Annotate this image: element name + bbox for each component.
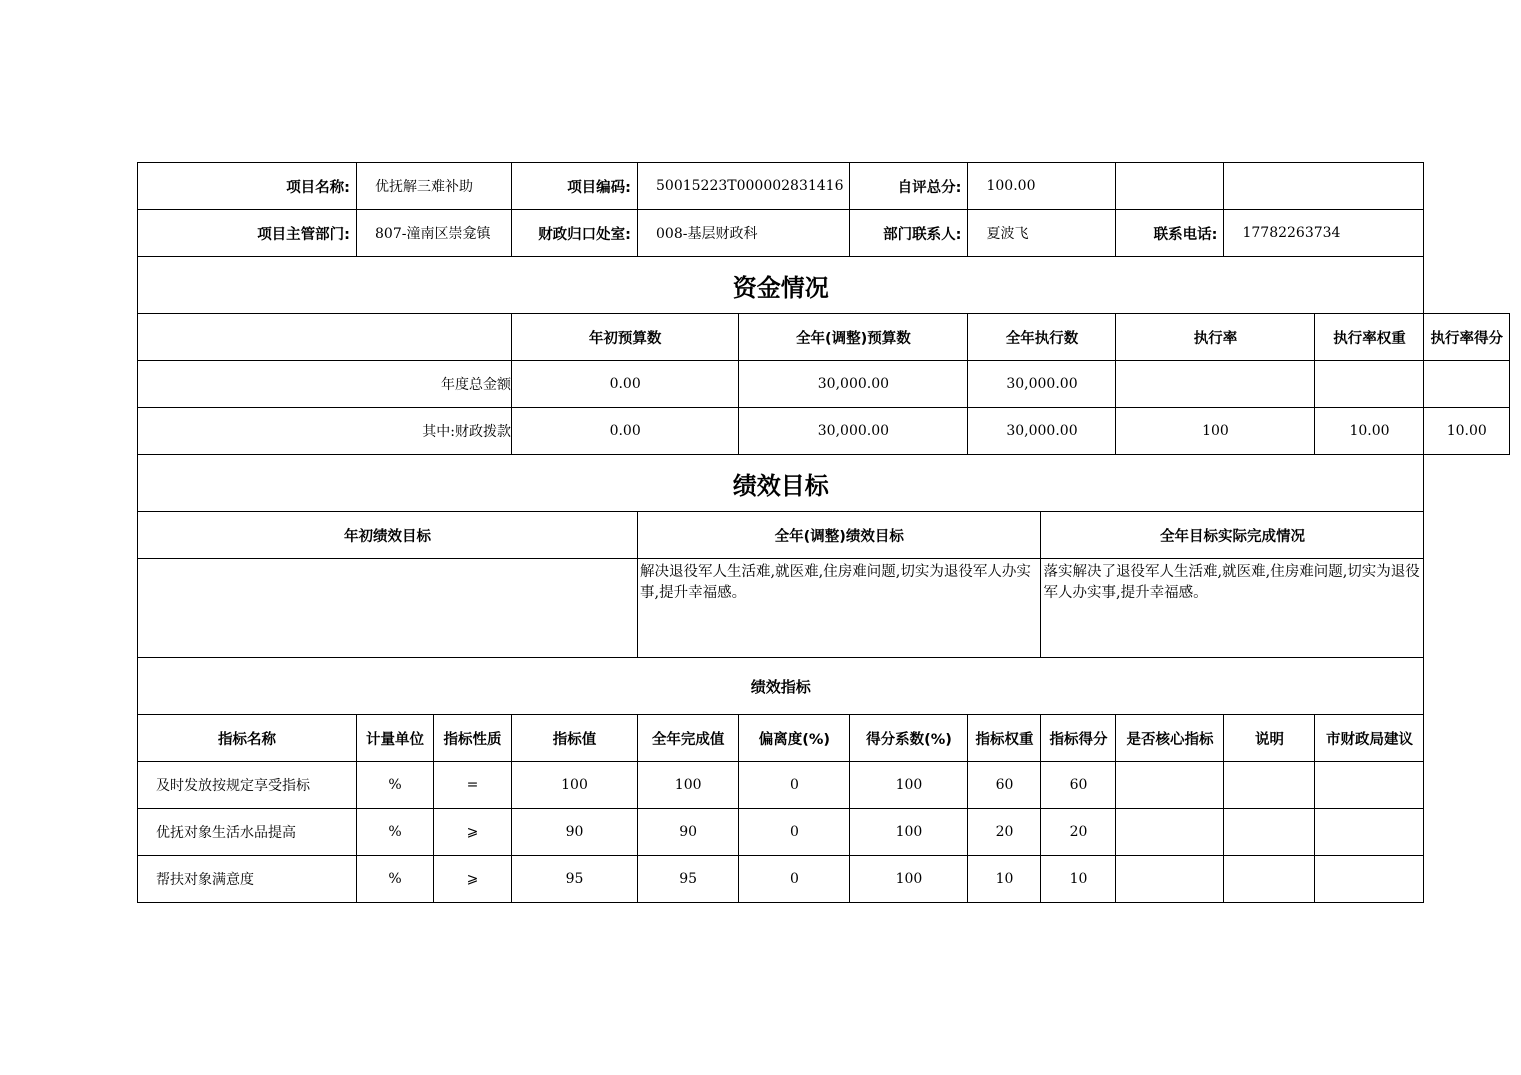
- empty-cell: [138, 314, 512, 361]
- funds-rate: [1116, 361, 1315, 408]
- contact-label: 部门联系人:: [850, 210, 968, 257]
- indicator-header-score: 指标得分: [1041, 715, 1116, 762]
- self-score-value: 100.00: [968, 163, 1116, 210]
- funds-weight: [1315, 361, 1424, 408]
- indicator-core: [1116, 809, 1224, 856]
- funds-initial: 0.00: [512, 408, 739, 455]
- indicator-header-completed: 全年完成值: [638, 715, 739, 762]
- goals-header-adjusted: 全年(调整)绩效目标: [638, 512, 1041, 559]
- indicator-header-core: 是否核心指标: [1116, 715, 1224, 762]
- indicator-weight: 60: [968, 762, 1041, 809]
- funds-header-weight: 执行率权重: [1315, 314, 1424, 361]
- goals-header-initial: 年初绩效目标: [138, 512, 638, 559]
- contact-value: 夏波飞: [968, 210, 1116, 257]
- funds-executed: 30,000.00: [968, 361, 1116, 408]
- indicator-score: 10: [1041, 856, 1116, 903]
- indicator-deviation: 0: [739, 762, 850, 809]
- indicator-header-target: 指标值: [512, 715, 638, 762]
- performance-evaluation-form: [137, 162, 1510, 903]
- indicator-note: [1224, 762, 1315, 809]
- goal-actual-text: 落实解决了退役军人生活难,就医难,住房难问题,切实为退役军人办实事,提升幸福感。: [1041, 559, 1424, 658]
- indicator-name: 帮扶对象满意度: [138, 856, 357, 903]
- project-info-row-1: [138, 163, 1510, 210]
- funds-header-adjusted: 全年(调整)预算数: [739, 314, 968, 361]
- funds-header-rate: 执行率: [1116, 314, 1315, 361]
- project-code-value: 50015223T000002831416: [638, 163, 850, 210]
- funds-rate: 100: [1116, 408, 1315, 455]
- indicator-core: [1116, 856, 1224, 903]
- goal-initial-text: [138, 559, 638, 658]
- goals-content-row: [138, 559, 1510, 658]
- indicator-deviation: 0: [739, 809, 850, 856]
- project-code-label: 项目编码:: [512, 163, 638, 210]
- project-name-label: 项目名称:: [138, 163, 357, 210]
- indicator-nature: ⩾: [434, 856, 512, 903]
- indicator-coefficient: 100: [850, 762, 968, 809]
- indicator-header-unit: 计量单位: [357, 715, 434, 762]
- dept-value: 807-潼南区崇龛镇: [357, 210, 512, 257]
- funds-score: [1424, 361, 1510, 408]
- indicator-header-coefficient: 得分系数(%): [850, 715, 968, 762]
- self-score-label: 自评总分:: [850, 163, 968, 210]
- indicator-deviation: 0: [739, 856, 850, 903]
- phone-label: 联系电话:: [1116, 210, 1224, 257]
- table-row: [138, 856, 1510, 903]
- indicator-header-note: 说明: [1224, 715, 1315, 762]
- funds-score: 10.00: [1424, 408, 1510, 455]
- goals-header-row: [138, 512, 1510, 559]
- indicator-header-name: 指标名称: [138, 715, 357, 762]
- indicator-header-nature: 指标性质: [434, 715, 512, 762]
- table-row: [138, 762, 1510, 809]
- project-info-row-2: [138, 210, 1510, 257]
- funds-header-executed: 全年执行数: [968, 314, 1116, 361]
- funds-row: [138, 361, 1510, 408]
- dept-label: 项目主管部门:: [138, 210, 357, 257]
- indicator-unit: %: [357, 809, 434, 856]
- indicator-header-advice: 市财政局建议: [1315, 715, 1424, 762]
- indicator-coefficient: 100: [850, 856, 968, 903]
- funds-row-label: 其中:财政拨款: [138, 408, 512, 455]
- indicator-name: 优抚对象生活水品提高: [138, 809, 357, 856]
- funds-row: [138, 408, 1510, 455]
- project-name-value: 优抚解三难补助: [357, 163, 512, 210]
- funds-adjusted: 30,000.00: [739, 361, 968, 408]
- indicator-unit: %: [357, 762, 434, 809]
- table-row: [138, 809, 1510, 856]
- indicator-coefficient: 100: [850, 809, 968, 856]
- funds-adjusted: 30,000.00: [739, 408, 968, 455]
- indicators-header-row: [138, 715, 1510, 762]
- indicator-score: 60: [1041, 762, 1116, 809]
- indicator-target: 95: [512, 856, 638, 903]
- funds-initial: 0.00: [512, 361, 739, 408]
- indicator-weight: 10: [968, 856, 1041, 903]
- indicator-target: 100: [512, 762, 638, 809]
- funds-weight: 10.00: [1315, 408, 1424, 455]
- funds-header-score: 执行率得分: [1424, 314, 1510, 361]
- funds-row-label: 年度总金额: [138, 361, 512, 408]
- indicator-unit: %: [357, 856, 434, 903]
- empty-cell: [1116, 163, 1224, 210]
- indicator-note: [1224, 809, 1315, 856]
- finance-office-label: 财政归口处室:: [512, 210, 638, 257]
- funds-executed: 30,000.00: [968, 408, 1116, 455]
- indicator-header-deviation: 偏离度(%): [739, 715, 850, 762]
- goal-adjusted-text: 解决退役军人生活难,就医难,住房难问题,切实为退役军人办实事,提升幸福感。: [638, 559, 1041, 658]
- indicator-score: 20: [1041, 809, 1116, 856]
- indicator-advice: [1315, 809, 1424, 856]
- finance-office-value: 008-基层财政科: [638, 210, 850, 257]
- phone-value: 17782263734: [1224, 210, 1424, 257]
- empty-cell: [1224, 163, 1424, 210]
- indicator-name: 及时发放按规定享受指标: [138, 762, 357, 809]
- indicator-nature: ⩾: [434, 809, 512, 856]
- indicator-completed: 100: [638, 762, 739, 809]
- indicator-advice: [1315, 762, 1424, 809]
- indicator-completed: 95: [638, 856, 739, 903]
- funds-header-row: [138, 314, 1510, 361]
- indicator-weight: 20: [968, 809, 1041, 856]
- funds-section-title: 资金情况: [138, 257, 1424, 314]
- indicator-advice: [1315, 856, 1424, 903]
- goals-header-actual: 全年目标实际完成情况: [1041, 512, 1424, 559]
- goals-section-title: 绩效目标: [138, 455, 1424, 512]
- funds-header-initial: 年初预算数: [512, 314, 739, 361]
- indicator-header-weight: 指标权重: [968, 715, 1041, 762]
- indicator-note: [1224, 856, 1315, 903]
- indicator-nature: =: [434, 762, 512, 809]
- indicators-section-title: 绩效指标: [138, 658, 1424, 715]
- indicator-completed: 90: [638, 809, 739, 856]
- indicator-core: [1116, 762, 1224, 809]
- indicator-target: 90: [512, 809, 638, 856]
